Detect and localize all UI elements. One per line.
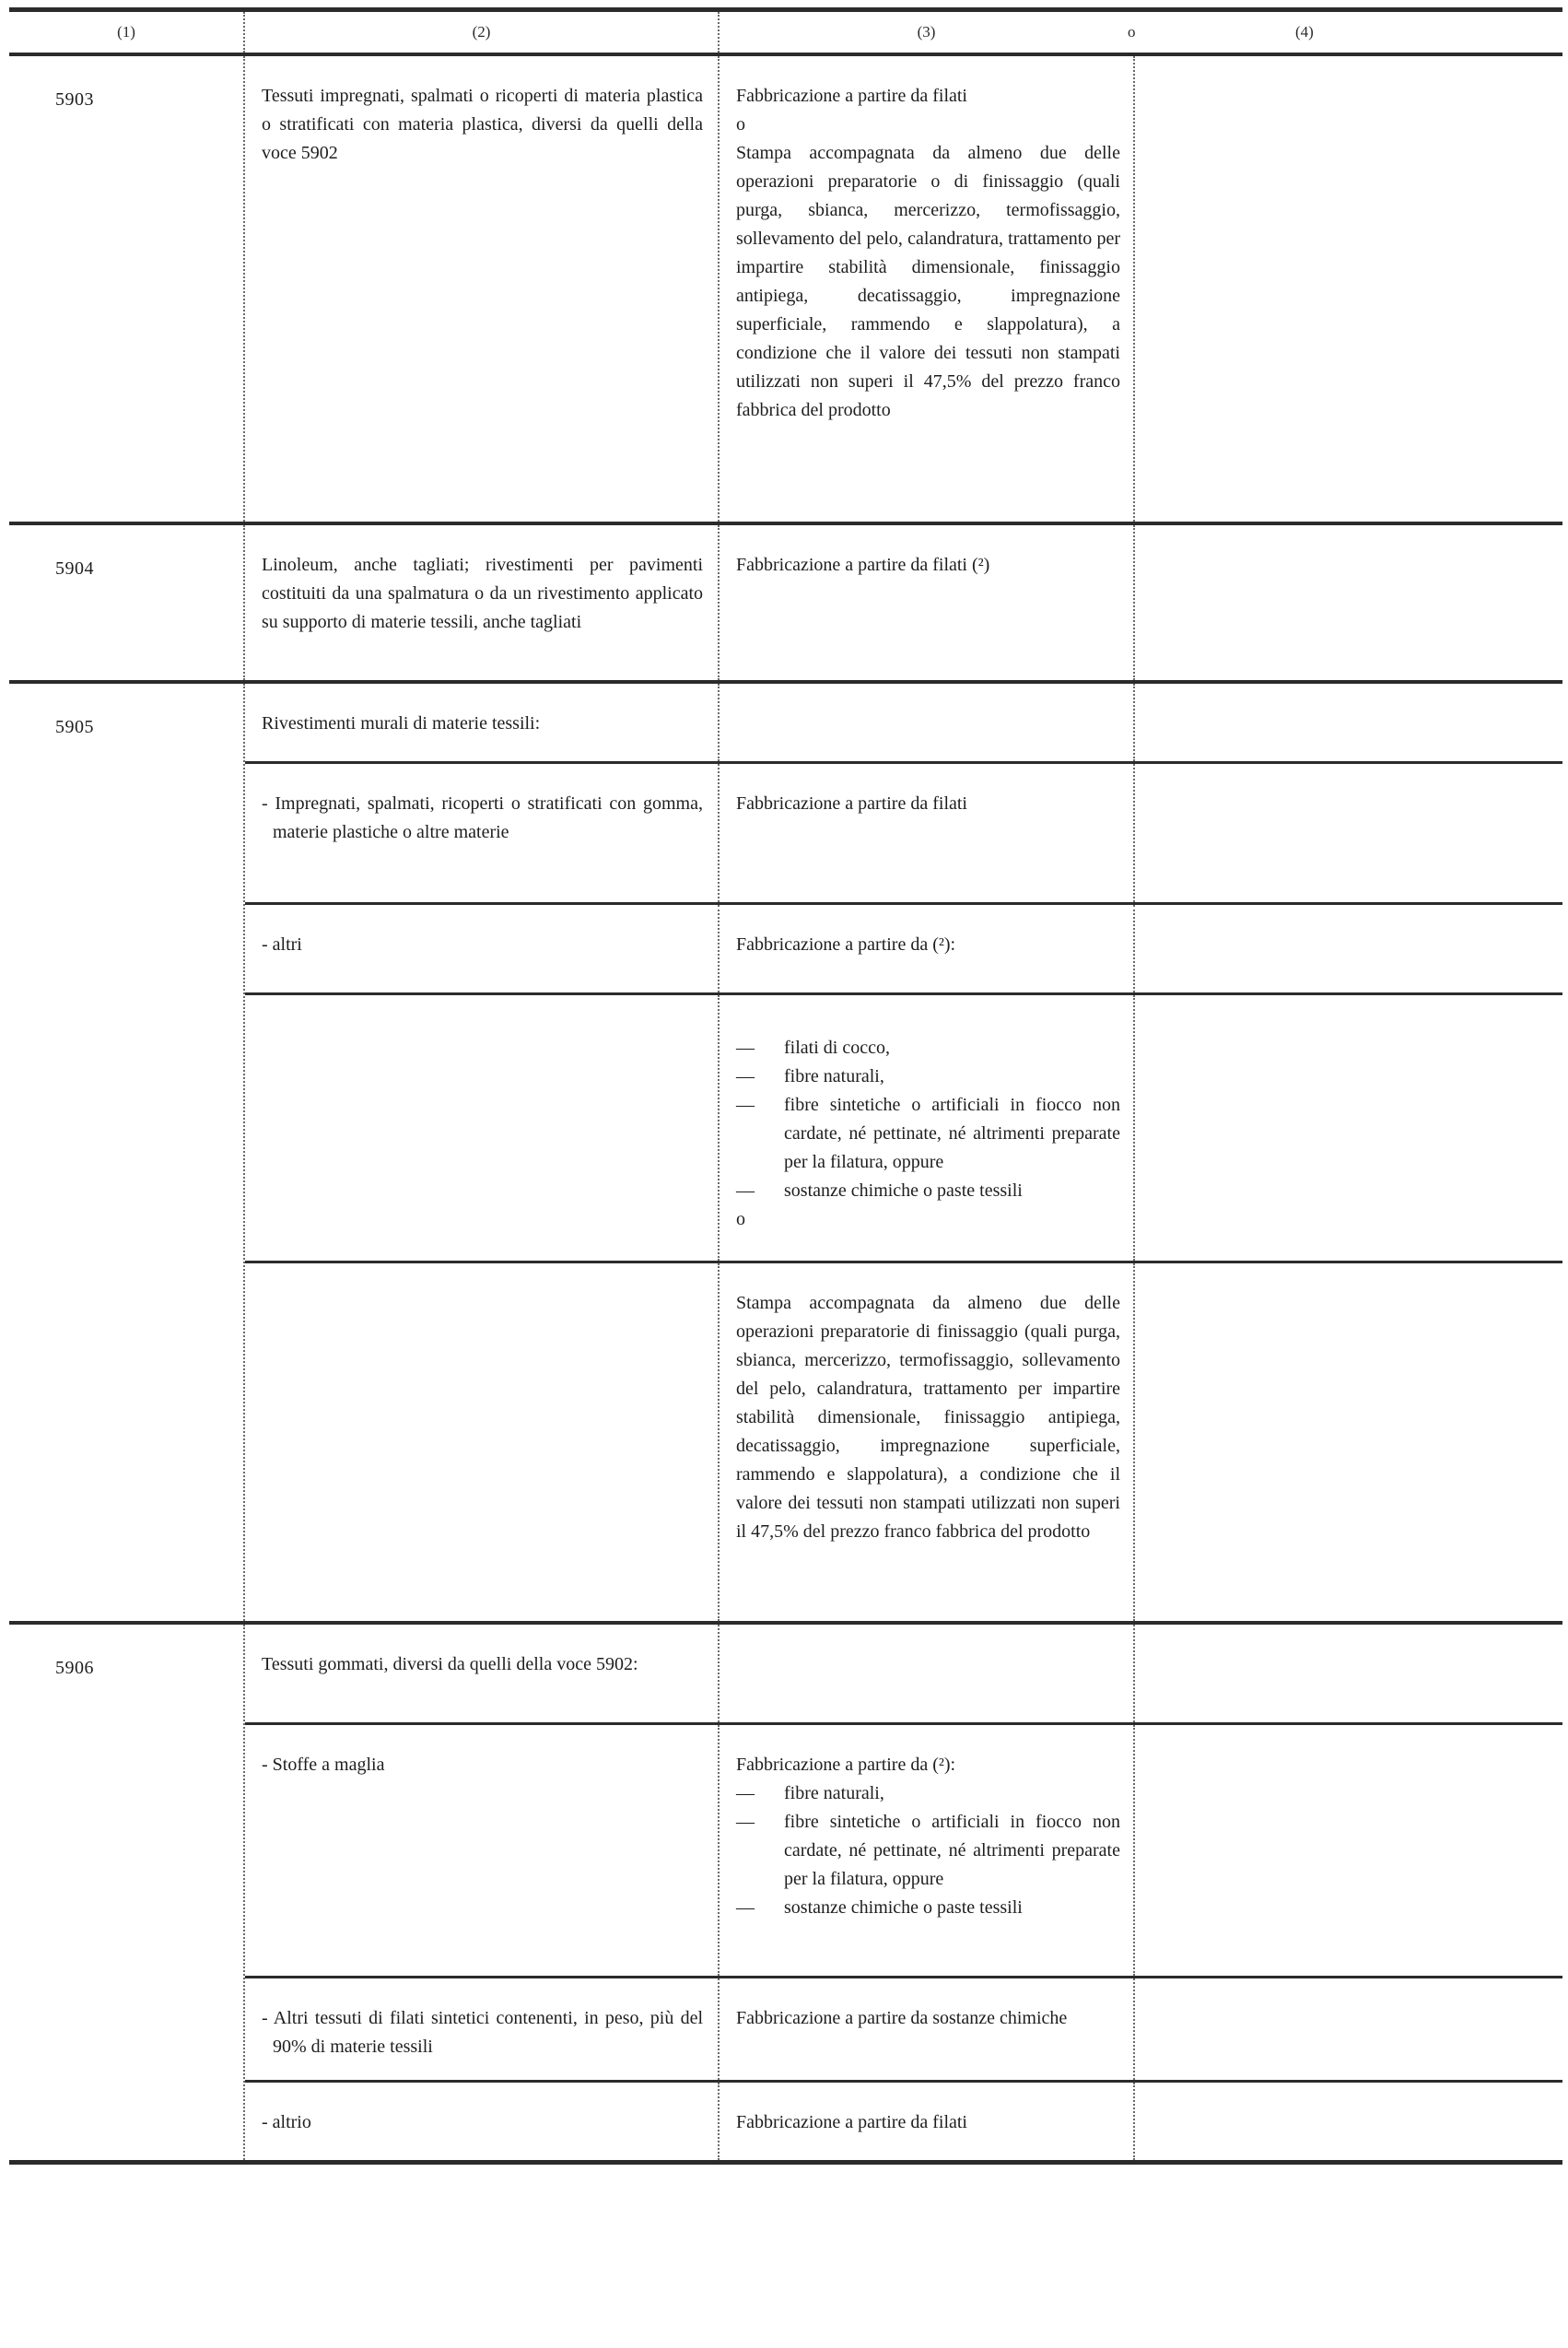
rule-cell <box>718 684 1133 761</box>
rule-list-item: — filati di cocco, <box>736 1034 1120 1062</box>
section-rows <box>243 56 1562 522</box>
description-text: - altri <box>262 934 302 955</box>
table-row <box>245 2080 1562 2160</box>
table-row <box>245 1261 1562 1621</box>
description-text: - Stoffe a maglia <box>262 1755 385 1775</box>
rule-cell <box>718 1625 1133 1722</box>
heading-code: 5904 <box>55 558 94 579</box>
origin-rules-table <box>9 7 1562 2165</box>
description-text: - Impregnati, spalmati, ricoperti o stratificati con gomma, materie plastiche o altre materie <box>262 793 703 842</box>
section-5906 <box>9 1621 1562 2160</box>
section-5903 <box>9 56 1562 522</box>
table-row <box>245 56 1562 522</box>
col4-cell <box>1133 2083 1562 2160</box>
rule-paragraph: Fabbricazione a partire da filati (²) <box>736 555 990 575</box>
description-cell <box>245 1625 718 1722</box>
col4-cell <box>1133 684 1562 761</box>
rule-cell <box>718 525 1133 680</box>
col4-cell <box>1133 995 1562 1261</box>
description-cell <box>245 684 718 761</box>
rule-cell <box>718 1725 1133 1976</box>
col4-cell <box>1133 764 1562 902</box>
rule-list-item: — fibre sintetiche o artificiali in fiocco non cardate, né pettinate, né altrimenti preparate per la filatura, oppure <box>736 1091 1120 1177</box>
description-cell <box>245 1725 718 1976</box>
description-cell <box>245 1263 718 1621</box>
description-cell <box>245 1978 718 2080</box>
description-cell <box>245 905 718 992</box>
em-dash-bullet: — <box>736 1897 755 1918</box>
table-row <box>245 525 1562 680</box>
rule-list-item: — fibre naturali, <box>736 1062 1120 1091</box>
rule-cell <box>718 905 1133 992</box>
table-row <box>245 992 1562 1261</box>
em-dash-bullet: — <box>736 1812 755 1832</box>
description-cell <box>245 995 718 1261</box>
table-row <box>245 1722 1562 1976</box>
table-row <box>245 1625 1562 1722</box>
rule-paragraph: Stampa accompagnata da almeno due delle operazioni preparatorie o di finissaggio (quali purga, sbianca, mercerizzo, termofissaggio, sollevamento del pelo, calandratura, trattamento per impartire stabilità dimensionale, finissaggio antipiega, decatissaggio, impregnazione superficiale, rammendo e slappolatura), a condizione che il valore dei tessuti non stampati utilizzati non superi il 47,5% del prezzo franco fabbrica del prodotto <box>736 143 1120 420</box>
rule-paragraph: Fabbricazione a partire da filati <box>736 793 967 814</box>
section-rows <box>243 1625 1562 2160</box>
description-cell <box>245 2083 718 2160</box>
section-5904 <box>9 522 1562 680</box>
description-text: Linoleum, anche tagliati; rivestimenti per pavimenti costituiti da una spalmatura o da un rivestimento applicato su supporto di materie tessili, anche tagliati <box>262 555 703 632</box>
col4-cell <box>1133 905 1562 992</box>
rule-paragraph: Fabbricazione a partire da (²): <box>736 934 956 955</box>
header-col-4-wrap <box>1128 12 1562 53</box>
rule-paragraph: Stampa accompagnata da almeno due delle operazioni preparatorie di finissaggio (quali purga, sbianca, mercerizzo, termofissaggio, sollevamento del pelo, calandratura, trattamento per impartire stabilità dimensionale, finissaggio antipiega, decatissaggio, impregnazione superficiale, rammendo e slappolatura), a condizione che il valore dei tessuti non stampati utilizzati non superi il 47,5% del prezzo franco fabbrica del prodotto <box>736 1293 1120 1542</box>
em-dash-bullet: — <box>736 1066 755 1086</box>
rule-cell <box>718 995 1133 1261</box>
section-5905 <box>9 680 1562 1621</box>
section-rows <box>243 684 1562 1621</box>
rule-cell <box>718 1978 1133 2080</box>
table-row <box>245 684 1562 761</box>
em-dash-bullet: — <box>736 1180 755 1201</box>
description-cell <box>245 56 718 522</box>
em-dash-bullet: — <box>736 1783 755 1803</box>
header-col-4: (4) <box>1295 23 1314 41</box>
rule-list-item: — sostanze chimiche o paste tessili <box>736 1177 1120 1205</box>
header-col-3: (3) <box>718 12 1133 53</box>
description-text: Tessuti impregnati, spalmati o ricoperti di materia plastica o stratificati con materia plastica, diversi da quelli della voce 5902 <box>262 86 703 163</box>
col4-cell <box>1133 1263 1562 1621</box>
header-col-2: (2) <box>243 12 718 53</box>
description-text: - Altri tessuti di filati sintetici contenenti, in peso, più del 90% di materie tessili <box>262 2008 703 2057</box>
col4-cell <box>1133 56 1562 522</box>
rule-or-line: o <box>736 1209 745 1229</box>
col4-cell <box>1133 525 1562 680</box>
description-text: - altrio <box>262 2112 311 2132</box>
description-text: Tessuti gommati, diversi da quelli della voce 5902: <box>262 1654 638 1674</box>
rule-or-line: o <box>736 114 745 135</box>
description-cell <box>245 764 718 902</box>
heading-code: 5905 <box>55 717 94 737</box>
rule-paragraph: Fabbricazione a partire da (²): <box>736 1755 956 1775</box>
rule-cell <box>718 1263 1133 1621</box>
description-text: Rivestimenti murali di materie tessili: <box>262 713 541 734</box>
rule-list-item: — fibre naturali, <box>736 1779 1120 1808</box>
header-or-label: o <box>1128 23 1136 41</box>
rule-paragraph: Fabbricazione a partire da sostanze chimiche <box>736 2008 1068 2028</box>
rule-cell <box>718 764 1133 902</box>
em-dash-bullet: — <box>736 1095 755 1115</box>
table-header-row <box>9 12 1562 56</box>
col4-cell <box>1133 1978 1562 2080</box>
table-row <box>245 761 1562 902</box>
table-row <box>245 902 1562 992</box>
rule-list-item: — fibre sintetiche o artificiali in fiocco non cardate, né pettinate, né altrimenti preparate per la filatura, oppure <box>736 1808 1120 1894</box>
rule-cell <box>718 2083 1133 2160</box>
header-col-1: (1) <box>117 23 135 41</box>
col4-cell <box>1133 1725 1562 1976</box>
section-rows <box>243 525 1562 680</box>
description-cell <box>245 525 718 680</box>
em-dash-bullet: — <box>736 1038 755 1058</box>
rule-paragraph: Fabbricazione a partire da filati <box>736 2112 967 2132</box>
rule-list-item: — sostanze chimiche o paste tessili <box>736 1894 1120 1922</box>
col4-cell <box>1133 1625 1562 1722</box>
heading-code: 5906 <box>55 1658 94 1678</box>
heading-code: 5903 <box>55 89 94 110</box>
rule-paragraph: Fabbricazione a partire da filati <box>736 86 967 106</box>
table-row <box>245 1976 1562 2080</box>
rule-cell <box>718 56 1133 522</box>
